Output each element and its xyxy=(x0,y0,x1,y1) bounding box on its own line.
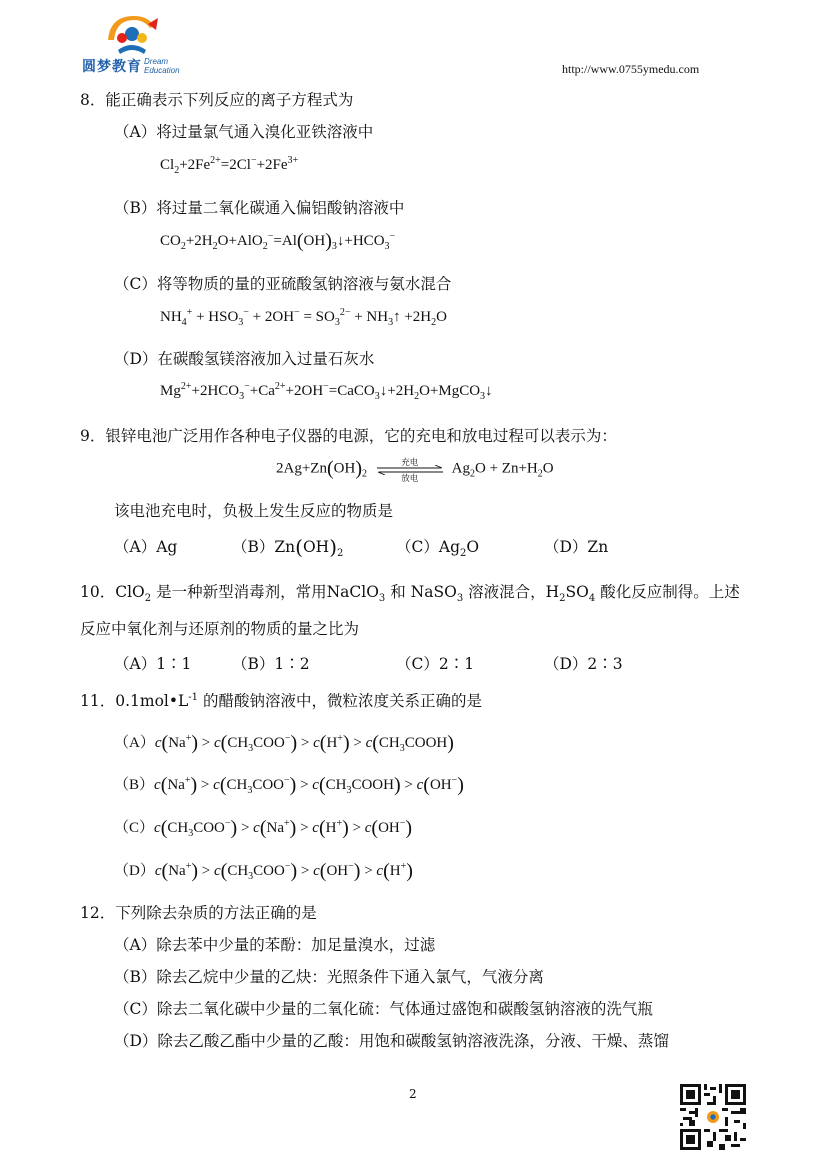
q11-option-c-label: （C） xyxy=(114,820,155,836)
q10-stem: 10．ClO$_2$ 是一种新型消毒剂，常用NaClO$_3$ 和 NaSO$_3$ 溶液混合，$H_2SO_4$ 酸化反应制得。上述 xyxy=(80,583,740,605)
discharge-label: 放电 xyxy=(401,473,419,483)
q11-option-d: $(D)c(Na^+) > c(CH_3COO^-) > c(OH^-) > c(H^+)$ xyxy=(114,860,413,882)
q8-option-c: （C）将等物质的量的亚硫酸氢钠溶液与氨水混合 xyxy=(114,275,452,293)
logo-icon xyxy=(100,10,164,60)
q9-stem: 9．银锌电池广泛用作各种电子仪器的电源，它的充电和放电过程可以表示为： xyxy=(80,427,617,445)
q10-option-b: （B）1∶2 xyxy=(232,655,310,673)
q8-equation-b: $CO_2+2H_2O+AlO_2^-=Al(OH)_3↓+HCO_3^-$ xyxy=(160,230,396,252)
q9-equation: $2Ag+Zn(OH)_2$ 充电 放电 $Ag_2O + Zn+H_2O$ xyxy=(276,457,554,483)
q11-option-a: $(A)c(Na^+) > c(CH_3COO^-) > c(H^+)$ > $c(CH_3COOH)$ xyxy=(114,732,454,754)
q9-option-b-label: （B） xyxy=(232,538,275,556)
q9-option-a: （A）Ag xyxy=(114,538,178,556)
page-number: 2 xyxy=(409,1087,417,1101)
q11-option-a-label: （A） xyxy=(114,735,155,751)
qr-code-icon xyxy=(680,1084,746,1150)
q12-option-d: （D）除去乙酸乙酯中少量的乙酸：用饱和碳酸氢钠溶液洗涤，分液、干燥、蒸馏 xyxy=(114,1032,669,1050)
q9-option-b: $(B)Zn(OH)_2$ xyxy=(232,535,344,560)
q9-question: 该电池充电时，负极上发生反应的物质是 xyxy=(114,502,394,520)
q10-text-3: 溶液混合， xyxy=(468,583,546,601)
q8-option-d: （D）在碳酸氢镁溶液加入过量石灰水 xyxy=(114,350,375,368)
logo xyxy=(82,10,182,76)
q9-option-d: （D）Zn xyxy=(544,538,609,556)
q11-option-b: $(B)c(Na^+) > c(CH_3COO^-)$ > $c(CH_3COOH) > c(OH^-)$ xyxy=(114,774,464,796)
q10-option-a: （A）1∶1 xyxy=(114,655,192,673)
q8-option-b: （B）将过量二氧化碳通入偏铝酸钠溶液中 xyxy=(114,199,405,217)
q12-option-a: （A）除去苯中少量的苯酚：加足量溴水，过滤 xyxy=(114,936,436,954)
q11-option-d-label: （D） xyxy=(114,863,155,879)
q11-option-b-label: （B） xyxy=(114,777,155,793)
q10-number: 10． xyxy=(80,583,116,601)
logo-en-text-1: Dream xyxy=(144,57,169,66)
q10-text-2: 和 xyxy=(390,583,406,601)
q12-stem: 12．下列除去杂质的方法正确的是 xyxy=(80,904,317,922)
q8-stem: 8．能正确表示下列反应的离子方程式为 xyxy=(80,91,354,109)
q10-line2: 反应中氧化剂与还原剂的物质的量之比为 xyxy=(80,620,360,638)
charge-label: 充电 xyxy=(401,457,419,467)
q8-option-a: （A）将过量氯气通入溴化亚铁溶液中 xyxy=(114,123,374,141)
q10-option-d: （D）2∶3 xyxy=(544,655,623,673)
q8-equation-c: $NH_4^+ + HSO_3^- + 2OH^- = SO_3^{2-}$ + $NH_3↑ +2H_2O$ xyxy=(160,307,447,328)
header-url: http://www.0755ymedu.com xyxy=(562,62,700,76)
reversible-arrow xyxy=(375,457,445,483)
q9-option-c: $(C)Ag_2O$ xyxy=(396,538,480,560)
q11-stem-text: 的醋酸钠溶液中，微粒浓度关系正确的是 xyxy=(202,692,482,710)
q10-option-c: （C）2∶1 xyxy=(396,655,475,673)
logo-en-text-2: Education xyxy=(144,66,180,75)
q9-option-c-label: （C） xyxy=(396,538,439,556)
q10-text-4: 酸化反应制得。上述 xyxy=(600,583,740,601)
q11-option-c: $(C)c(CH_3COO^-) > c(Na^+) > c(H^+) > c(OH^-)$ xyxy=(114,817,413,839)
q11-stem: 11．$0.1mol•L^{-1}$ 的醋酸钠溶液中，微粒浓度关系正确的是 xyxy=(80,691,482,710)
q12-option-b: （B）除去乙烷中少量的乙炔：光照条件下通入氯气，气液分离 xyxy=(114,968,544,986)
q12-option-c: （C）除去二氧化碳中少量的二氧化硫：气体通过盛饱和碳酸氢钠溶液的洗气瓶 xyxy=(114,1000,653,1018)
q10-text-1: 是一种新型消毒剂，常用 xyxy=(156,583,327,601)
logo-cn-text: 圆梦教育 xyxy=(82,58,142,74)
q8-equation-a: $Cl_2+2Fe^{2+}=2Cl^-+2Fe^{3+}$ xyxy=(160,155,299,176)
q8-equation-d: $Mg^{2+}+2HCO_3^-+Ca^{2+}+2OH^-=CaCO_3↓+2H_2O+MgCO_3↓$ xyxy=(160,381,493,402)
